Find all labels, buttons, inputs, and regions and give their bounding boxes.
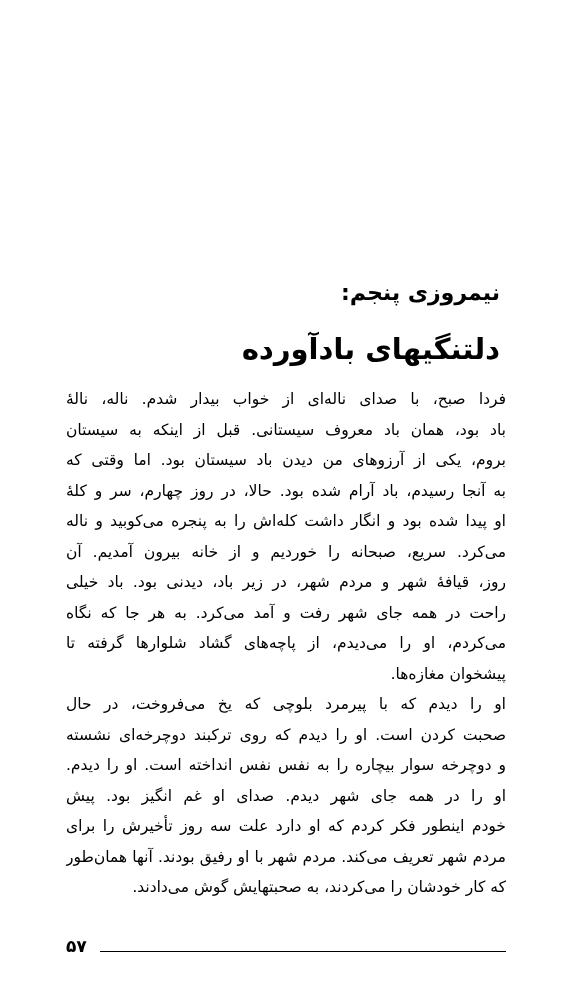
text-line: او را دیدم که با پیرمرد بلوچی که یخ می‌فروخت، در حال: [66, 695, 506, 713]
page-footer: [66, 935, 506, 959]
text-line: روز، قیافهٔ شهر و مردم شهر، در زیر باد، دیدنی بود. باد خیلی: [66, 573, 506, 591]
section-heading: نیمروزی پنجم:: [341, 281, 500, 306]
text-line: می‌کردم، او را می‌دیدم، از پاچه‌های گشاد شلوارها گرفته تا: [66, 634, 506, 652]
text-line: راحت در همه جای شهر رفت و آمد می‌کرد. به هر جا که نگاه: [66, 603, 506, 622]
text-line: که کار خودشان را می‌کردند، به صحبتهایش گوش می‌دادند.: [132, 878, 506, 896]
chapter-title: دلتنگیهای بادآورده: [241, 332, 500, 366]
text-line: باد بود، همان باد معروف سیستانی. قبل از اینکه به سیستان: [66, 420, 506, 439]
footer-rule: [100, 951, 506, 952]
text-line: به آنجا رسیدم، باد آرام شده بود. حالا، در روز چهارم، سر و کلهٔ: [66, 481, 506, 500]
text-line: می‌کرد. سریع، صبحانه را خوردیم و از خانه بیرون آمدیم. آن: [66, 542, 506, 561]
text-line: او را در همه جای شهر دیدم. صدای او غم انگیز بود. پیش: [66, 786, 506, 805]
text-line: و دوچرخه سوار بیچاره را به نفس نفس انداخته است. او را دیدم.: [66, 756, 506, 774]
text-line: فردا صبح، با صدای ناله‌ای از خواب بیدار شدم. ناله، نالهٔ: [66, 390, 506, 408]
body-text: [66, 384, 506, 903]
text-line: بروم، یکی از آرزوهای من دیدن باد سیستان بود. اما وقتی که: [66, 451, 506, 469]
page-number: ۵۷: [66, 937, 87, 957]
text-line: پیشخوان مغازه‌ها.: [390, 664, 506, 683]
text-line: او پیدا شده بود و انگار داشت کله‌اش را به پنجره می‌کوبید و ناله: [66, 512, 506, 530]
text-line: مردم شهر تعریف می‌کند. مردم شهر با او رفیق بودند. آنها همان‌طور: [66, 847, 506, 866]
text-line: صحبت کردن است. او را دیدم که روی ترکبند دوچرخه‌ای نشسته: [66, 725, 506, 744]
text-line: خودم اینطور فکر کردم که او دارد علت سه روز تأخیرش را برای: [66, 817, 506, 835]
